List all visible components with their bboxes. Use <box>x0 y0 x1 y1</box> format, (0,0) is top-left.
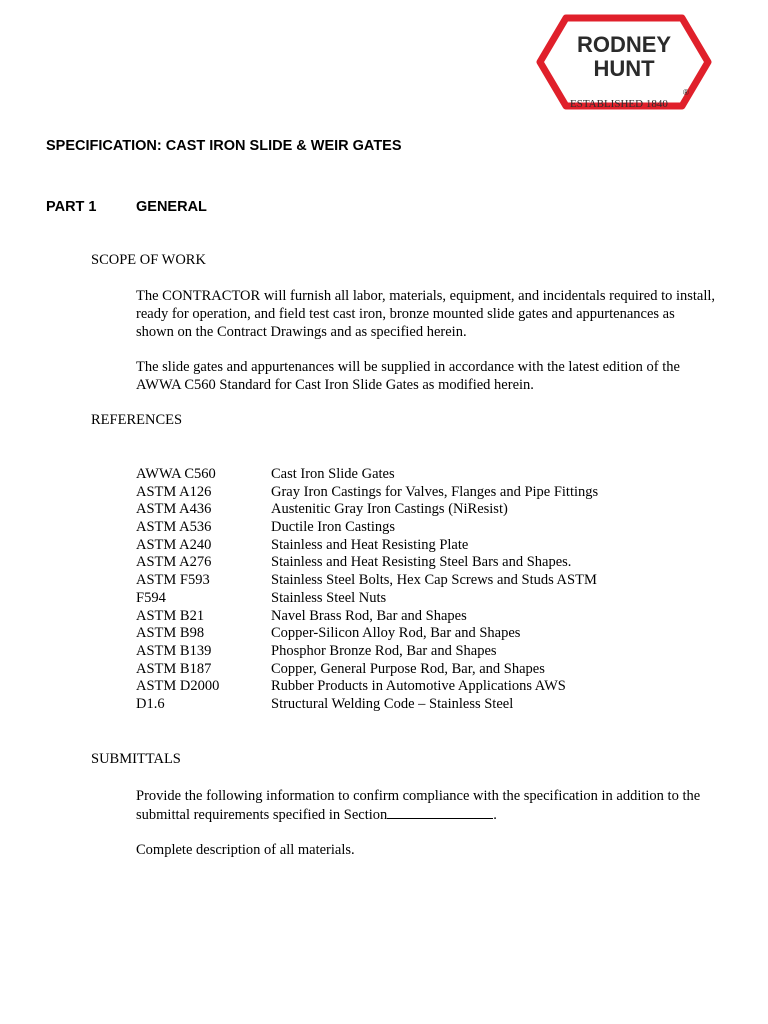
logo-line1: RODNEY <box>576 32 672 57</box>
reference-description: Stainless and Heat Resisting Plate <box>271 536 469 553</box>
reference-row <box>136 678 598 696</box>
reference-description: Stainless Steel Bolts, Hex Cap Screws and Studs ASTM <box>271 572 597 589</box>
submittals-text-end: . <box>493 807 497 823</box>
submittals-paragraph-2: Complete description of all materials. <box>136 842 355 858</box>
reference-description: Navel Brass Rod, Bar and Shapes <box>271 607 467 624</box>
reference-row <box>136 466 598 484</box>
reference-row <box>136 519 598 537</box>
reference-description: Cast Iron Slide Gates <box>271 466 395 482</box>
reference-description: Austenitic Gray Iron Castings (NiResist) <box>271 501 508 518</box>
logo-tagline: ESTABLISHED 1840 <box>570 98 668 110</box>
reference-code: ASTM B98 <box>136 625 205 642</box>
reference-code: ASTM F593 <box>136 572 210 589</box>
logo-line2: HUNT <box>593 56 655 81</box>
reference-code: ASTM B139 <box>136 642 212 659</box>
reference-description: Copper, General Purpose Rod, Bar, and Shapes <box>271 660 545 677</box>
reference-code: ASTM B187 <box>136 660 212 677</box>
reference-row <box>136 661 598 679</box>
reference-description: Rubber Products in Automotive Applications AWS <box>271 678 566 695</box>
reference-row <box>136 608 598 626</box>
scope-heading: SCOPE OF WORK <box>91 252 206 268</box>
reference-code: ASTM B21 <box>136 607 205 624</box>
reference-row <box>136 696 598 714</box>
reference-row <box>136 625 598 643</box>
reference-code: ASTM A436 <box>136 501 212 518</box>
submittals-paragraph-1 <box>136 787 716 824</box>
reference-description: Structural Welding Code – Stainless Steel <box>271 695 514 712</box>
reference-row <box>136 572 598 590</box>
reference-description: Stainless Steel Nuts <box>271 589 387 606</box>
references-heading: REFERENCES <box>91 412 183 428</box>
reference-description: Copper-Silicon Alloy Rod, Bar and Shapes <box>271 625 521 642</box>
reference-code: ASTM A126 <box>136 483 212 500</box>
scope-paragraph-1: The CONTRACTOR will furnish all labor, materials, equipment, and incidentals required to install, ready for operation, and field test cast iron, bronze mounted slide gates and appurtenances as shown on the Contract Drawings and as specified herein. <box>136 288 716 340</box>
reference-description: Ductile Iron Castings <box>271 519 396 536</box>
reference-row <box>136 537 598 555</box>
reference-code: F594 <box>136 589 166 606</box>
reference-description: Stainless and Heat Resisting Steel Bars and Shapes. <box>271 554 572 571</box>
reference-row <box>136 554 598 572</box>
section-blank-line <box>387 805 493 819</box>
reference-description: Phosphor Bronze Rod, Bar and Shapes <box>271 642 497 659</box>
document-title: SPECIFICATION: CAST IRON SLIDE & WEIR GATES <box>46 138 402 154</box>
submittals-text: Provide the following information to confirm compliance with the specification in addition to the submittal requirements specified in Section <box>136 788 701 823</box>
reference-row <box>136 484 598 502</box>
reference-row <box>136 643 598 661</box>
reference-row <box>136 501 598 519</box>
reference-code: ASTM A276 <box>136 554 212 571</box>
reference-code: ASTM D2000 <box>136 678 220 695</box>
reference-description: Gray Iron Castings for Valves, Flanges and Pipe Fittings <box>271 483 599 500</box>
submittals-heading: SUBMITTALS <box>91 751 181 767</box>
reference-code: ASTM A240 <box>136 536 212 553</box>
part-title: GENERAL <box>136 199 207 215</box>
part-number: PART 1 <box>46 199 97 215</box>
references-list <box>136 466 598 714</box>
registered-mark: ® <box>683 88 689 97</box>
reference-code: D1.6 <box>136 695 165 712</box>
reference-row <box>136 590 598 608</box>
reference-code: AWWA C560 <box>136 466 216 482</box>
reference-code: ASTM A536 <box>136 519 212 536</box>
scope-paragraph-2: The slide gates and appurtenances will be supplied in accordance with the latest edition of the AWWA C560 Standard for Cast Iron Slide Gates as modified herein. <box>136 359 680 393</box>
